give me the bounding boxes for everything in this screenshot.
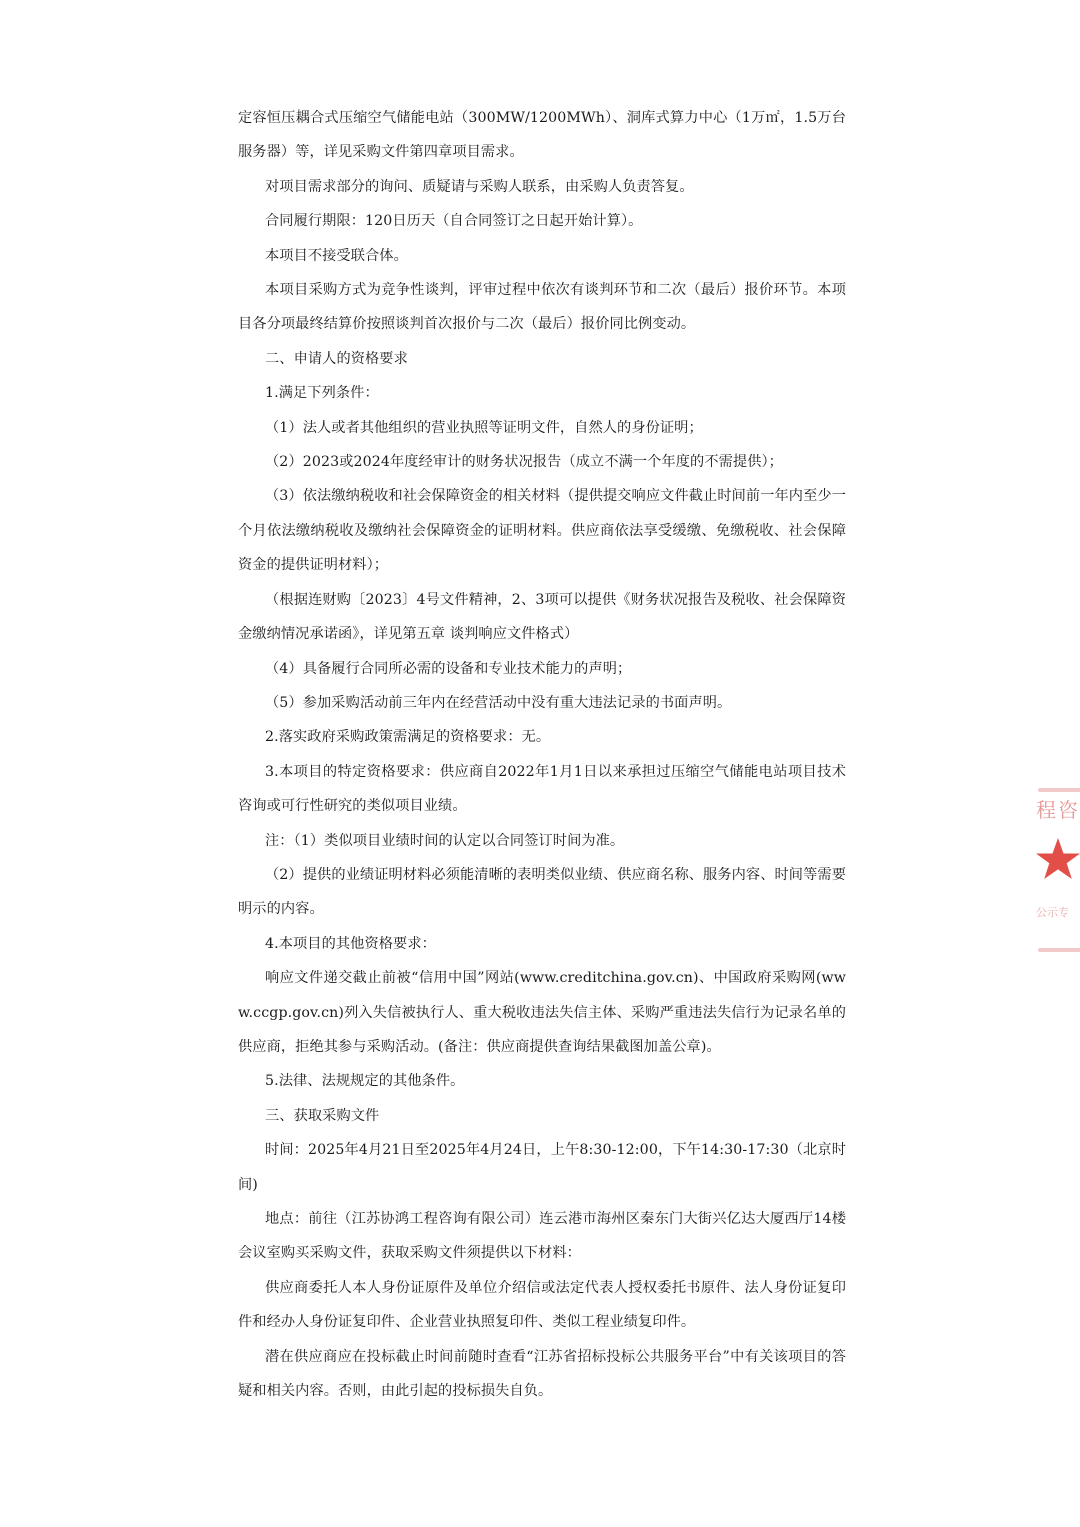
paragraph: 对项目需求部分的询问、质疑请与采购人联系，由采购人负责答复。 — [265, 178, 694, 195]
paragraph: 响应文件递交截止前被“信用中国”网站(www.creditchina.gov.cn)、中国政府采购网(www.ccgp.gov.cn)列入失信被执行人、重大税收违法失信主体、采购严重违法失信行为记录名单的供应商，拒绝其参与采购活动。(备注：供应商提供查询结果截图加盖公章)。 — [238, 970, 846, 1055]
paragraph: 4.本项目的其他资格要求： — [265, 935, 436, 952]
paragraph: （3）依法缴纳税收和社会保障资金的相关材料（提供提交响应文件截止时间前一年内至少一个月依法缴纳税收及缴纳社会保障资金的证明材料。供应商依法享受缓缴、免缴税收、社会保障资金的提供证明材料）； — [238, 488, 846, 574]
paragraph: 三、获取采购文件 — [265, 1107, 380, 1124]
paragraph: （2）2023或2024年度经审计的财务状况报告（成立不满一个年度的不需提供）； — [265, 454, 783, 471]
seal-border-bottom — [1038, 948, 1080, 952]
seal-star-icon — [1034, 836, 1080, 884]
paragraph: 3.本项目的特定资格要求：供应商自2022年1月1日以来承担过压缩空气储能电站项目技术咨询或可行性研究的类似项目业绩。 — [238, 763, 846, 815]
paragraph: 5.法律、法规规定的其他条件。 — [265, 1073, 465, 1090]
paragraph: 注：（1）类似项目业绩时间的认定以合同签订时间为准。 — [265, 832, 625, 849]
paragraph: 供应商委托人本人身份证原件及单位介绍信或法定代表人授权委托书原件、法人身份证复印件和经办人身份证复印件、企业营业执照复印件、类似工程业绩复印件。 — [238, 1279, 846, 1331]
paragraph: 本项目采购方式为竞争性谈判，评审过程中依次有谈判环节和二次（最后）报价环节。本项目各分项最终结算价按照谈判首次报价与二次（最后）报价同比例变动。 — [238, 282, 846, 333]
paragraph: （5）参加采购活动前三年内在经营活动中没有重大违法记录的书面声明。 — [265, 694, 732, 711]
paragraph: 2.落实政府采购政策需满足的资格要求：无。 — [265, 729, 551, 746]
paragraph: （2）提供的业绩证明材料必须能清晰的表明类似业绩、供应商名称、服务内容、时间等需要明示的内容。 — [238, 866, 846, 918]
paragraph: 定容恒压耦合式压缩空气储能电站（300MW/1200MWh）、洞库式算力中心（1万㎡，1.5万台服务器）等，详见采购文件第四章项目需求。 — [238, 110, 846, 161]
paragraph: 1.满足下列条件： — [265, 385, 379, 402]
paragraph: （1）法人或者其他组织的营业执照等证明文件，自然人的身份证明； — [265, 419, 703, 436]
paragraph: （根据连财购〔2023〕4号文件精神，2、3项可以提供《财务状况报告及税收、社会保障资金缴纳情况承诺函》，详见第五章 谈判响应文件格式） — [238, 591, 846, 643]
paragraph: （4）具备履行合同所必需的设备和专业技术能力的声明； — [265, 660, 632, 677]
document-body — [238, 101, 846, 1408]
seal-border-top — [1038, 788, 1080, 792]
company-seal-stamp — [1030, 788, 1080, 958]
paragraph: 时间：2025年4月21日至2025年4月24日，上午8:30-12:00，下午14:30-17:30（北京时间) — [238, 1142, 846, 1193]
paragraph: 二、申请人的资格要求 — [265, 350, 408, 367]
seal-bottom-text: 公示专 — [1036, 906, 1069, 919]
paragraph: 潜在供应商应在投标截止时间前随时查看“江苏省招标投标公共服务平台”中有关该项目的答疑和相关内容。否则，由此引起的投标损失自负。 — [238, 1348, 846, 1400]
seal-top-text: 程咨 — [1036, 798, 1080, 822]
paragraph: 地点：前往（江苏协鸿工程咨询有限公司）连云港市海州区秦东门大街兴亿达大厦西厅14楼会议室购买采购文件，获取采购文件须提供以下材料： — [238, 1211, 846, 1262]
paragraph: 本项目不接受联合体。 — [265, 247, 408, 264]
paragraph: 合同履行期限：120日历天（自合同签订之日起开始计算）。 — [265, 213, 643, 230]
